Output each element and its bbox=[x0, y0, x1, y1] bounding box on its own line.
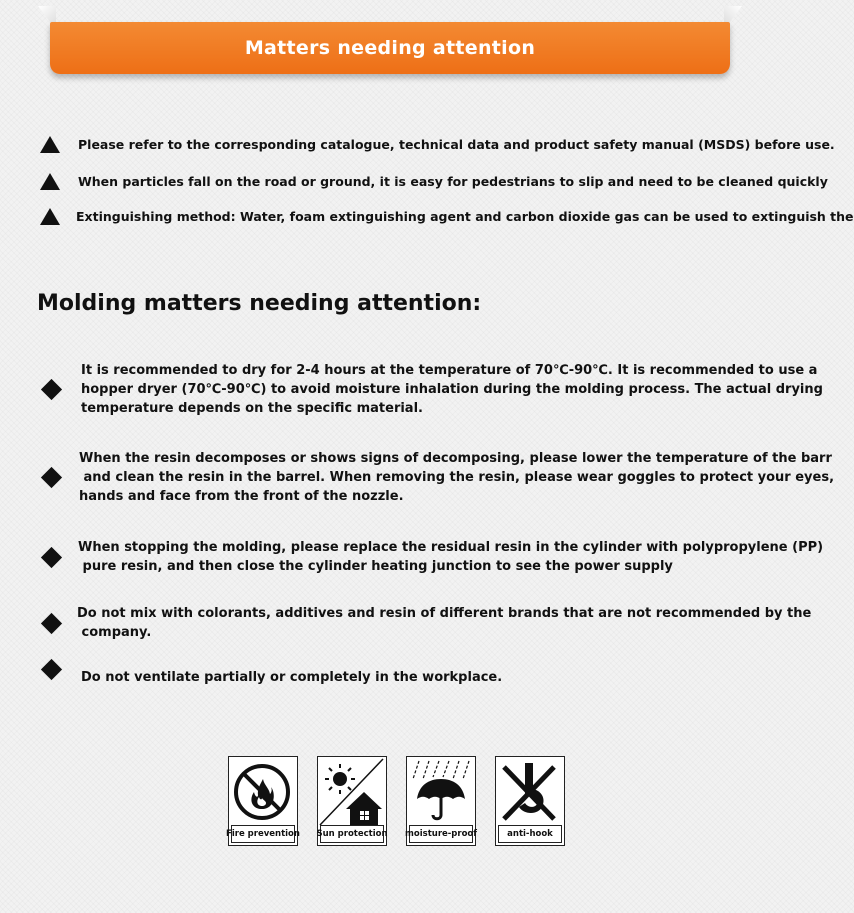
icon-label: anti-hook bbox=[498, 825, 562, 843]
warning-triangle-icon bbox=[40, 173, 60, 190]
diamond-bullet-icon bbox=[41, 546, 62, 567]
banner-ribbon bbox=[50, 22, 730, 74]
no-hook-icon bbox=[498, 759, 561, 825]
molding-item bbox=[40, 449, 834, 506]
icon-card-moisture-proof bbox=[406, 756, 476, 846]
icon-card-anti-hook bbox=[495, 756, 565, 846]
diamond-bullet-icon bbox=[41, 612, 62, 633]
banner-title: Matters needing attention bbox=[244, 37, 536, 59]
no-fire-icon bbox=[231, 759, 294, 825]
warning-triangle-icon bbox=[40, 208, 60, 225]
notice-item bbox=[40, 173, 828, 190]
header-banner bbox=[38, 6, 742, 76]
icon-label: Sun protection bbox=[320, 825, 384, 843]
diamond-bullet-icon bbox=[41, 379, 62, 400]
notice-text: When particles fall on the road or ground, it is easy for pedestrians to slip and need to be cleaned quickly bbox=[78, 174, 828, 189]
section-title: Molding matters needing attention: bbox=[37, 291, 482, 316]
warning-triangle-icon bbox=[40, 136, 60, 153]
molding-item bbox=[40, 651, 502, 687]
molding-item bbox=[40, 538, 823, 576]
diamond-bullet-icon bbox=[41, 658, 62, 679]
icon-card-sun-protection bbox=[317, 756, 387, 846]
notice-item bbox=[40, 136, 835, 153]
molding-item-text: When the resin decomposes or shows signs of decomposing, please lower the temperature of the barr and clean the resin in the barrel. When removing the resin, please wear goggles to protect your eyes, hands and face from the front of the nozzle. bbox=[79, 451, 835, 504]
icon-label: Fire prevention bbox=[231, 825, 295, 843]
icon-label: moisture-proof bbox=[409, 825, 473, 843]
molding-item-text: Do not mix with colorants, additives and resin of different brands that are not recommended by the company. bbox=[77, 606, 812, 640]
molding-item-text: Do not ventilate partially or completely in the workplace. bbox=[81, 670, 503, 685]
icon-card-fire-prevention bbox=[228, 756, 298, 846]
notice-text: Please refer to the corresponding catalogue, technical data and product safety manual (MSDS) before use. bbox=[78, 137, 835, 152]
notice-item bbox=[40, 208, 854, 225]
molding-item-text: It is recommended to dry for 2-4 hours at the temperature of 70℃-90℃. It is recommended to use a hopper dryer (70℃-90℃) to avoid moisture inhalation during the molding process. The actual drying temperature depends on the specific material. bbox=[81, 363, 823, 416]
diamond-bullet-icon bbox=[41, 467, 62, 488]
icon-row bbox=[228, 756, 565, 846]
umbrella-rain-icon bbox=[409, 759, 472, 825]
molding-item bbox=[40, 361, 823, 418]
molding-item-text: When stopping the molding, please replace the residual resin in the cylinder with polypropylene (PP) pure resin, and then close the cylinder heating junction to see the power supply bbox=[78, 540, 824, 574]
molding-item bbox=[40, 604, 811, 642]
sun-house-icon bbox=[320, 759, 383, 825]
notice-text: Extinguishing method: Water, foam extinguishing agent and carbon dioxide gas can be used to extinguish the bbox=[76, 209, 854, 224]
